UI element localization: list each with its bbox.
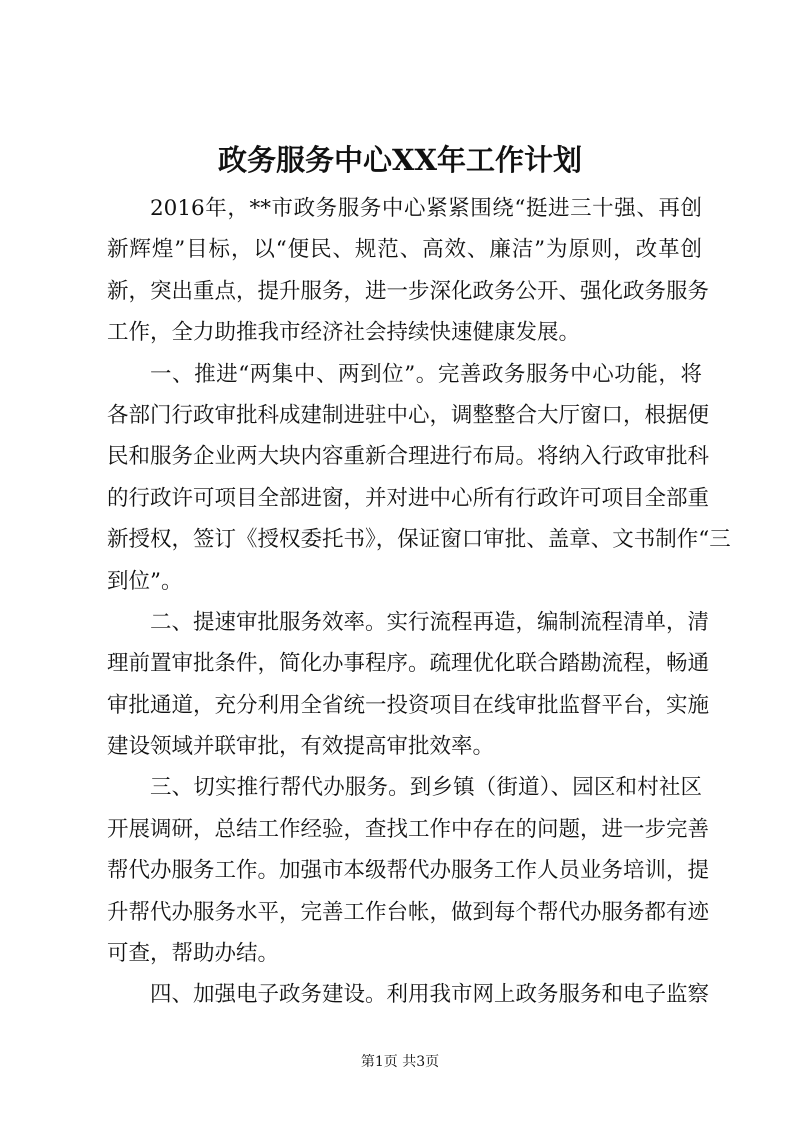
body-line: 审批通道，充分利用全省统一投资项目在线审批监督平台，实施 — [107, 692, 710, 718]
body-line: 工作，全力助推我市经济社会持续快速健康发展。 — [107, 320, 581, 346]
body-line: 的行政许可项目全部进窗，并对进中心所有行政许可项目全部重 — [107, 485, 710, 511]
body-line: 三、切实推行帮代办服务。到乡镇（街道）、园区和村社区 — [150, 775, 702, 801]
body-line: 帮代办服务工作。加强市本级帮代办服务工作人员业务培训，提 — [107, 858, 710, 884]
body-line: 到位”。 — [107, 568, 183, 594]
body-line: 可查，帮助办结。 — [107, 941, 280, 967]
document-body — [107, 188, 731, 1016]
body-line: 新授权，签订《授权委托书》，保证窗口审批、盖章、文书制作“三 — [107, 527, 731, 553]
body-line: 新辉煌”目标，以“便民、规范、高效、廉洁”为原则，改革创 — [107, 237, 702, 263]
body-line: 民和服务企业两大块内容重新合理进行布局。将纳入行政审批科 — [107, 444, 710, 470]
body-line: 新，突出重点，提升服务，进一步深化政务公开、强化政务服务 — [107, 278, 710, 304]
page-footer: 第1页 共3页 — [360, 1054, 440, 1070]
body-line: 升帮代办服务水平，完善工作台帐，做到每个帮代办服务都有迹 — [107, 899, 710, 925]
body-line: 二、提速审批服务效率。实行流程再造，编制流程清单，清 — [150, 609, 710, 635]
body-line: 各部门行政审批科成建制进驻中心，调整整合大厅窗口，根据便 — [107, 402, 710, 428]
body-line: 一、推进“两集中、两到位”。完善政务服务中心功能，将 — [150, 361, 702, 387]
body-line: 四、加强电子政务建设。利用我市网上政务服务和电子监察 — [150, 982, 710, 1008]
body-line: 理前置审批条件，简化办事程序。疏理优化联合踏勘流程，畅通 — [107, 651, 710, 677]
body-line: 2016年，**市政务服务中心紧紧围绕“挺进三十强、再创 — [150, 196, 702, 221]
body-line: 建设领域并联审批，有效提高审批效率。 — [107, 734, 495, 760]
body-line: 开展调研，总结工作经验，查找工作中存在的问题，进一步完善 — [107, 816, 710, 842]
document-title: 政务服务中心XX年工作计划 — [217, 143, 582, 177]
